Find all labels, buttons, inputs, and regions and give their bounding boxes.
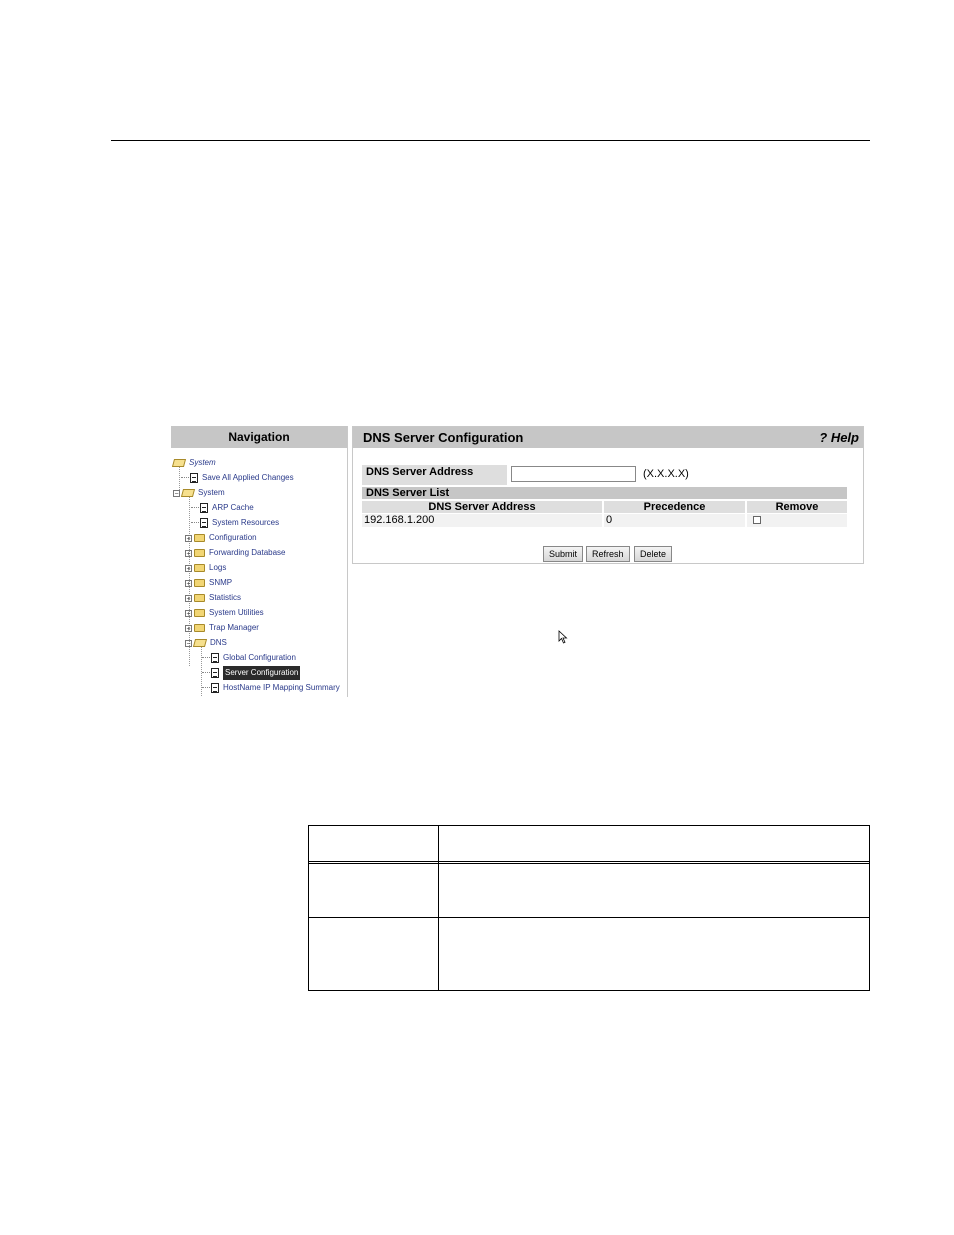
expand-icon[interactable]: + <box>186 565 191 573</box>
remove-checkbox[interactable] <box>753 516 761 524</box>
expand-icon[interactable]: + <box>186 610 191 618</box>
navigation-header: Navigation <box>171 426 347 448</box>
tree-item-trap-manager[interactable]: + Trap Manager <box>186 623 259 633</box>
header-rule <box>111 140 870 141</box>
folder-icon <box>194 609 205 617</box>
dns-server-list-title: DNS Server List <box>362 487 847 499</box>
remove-cell <box>747 514 847 527</box>
panel-header <box>353 427 863 448</box>
delete-button[interactable]: Delete <box>634 546 672 562</box>
tree-item-arp-cache[interactable]: ARP Cache <box>191 501 254 515</box>
table-header-row <box>362 501 847 513</box>
table-column-divider <box>438 826 439 990</box>
expand-icon[interactable]: + <box>186 580 191 588</box>
refresh-button[interactable]: Refresh <box>586 546 630 562</box>
collapse-icon[interactable]: − <box>186 640 191 648</box>
tree-item-snmp[interactable]: + SNMP <box>186 578 233 588</box>
folder-open-icon <box>172 459 186 467</box>
table-row-divider <box>309 917 869 918</box>
expand-icon[interactable]: + <box>186 550 191 558</box>
tree-item-system-utilities[interactable]: + System Utilities <box>186 608 264 618</box>
tree-item-dns[interactable]: − DNS <box>186 638 227 648</box>
page-icon <box>190 473 198 483</box>
collapse-icon[interactable]: − <box>174 490 179 498</box>
folder-icon <box>194 549 205 557</box>
submit-button[interactable]: Submit <box>543 546 583 562</box>
folder-icon <box>194 579 205 587</box>
table-row <box>362 514 847 527</box>
tree-item-save-all[interactable]: Save All Applied Changes <box>181 471 294 485</box>
page-icon <box>200 518 208 528</box>
precedence-cell: 0 <box>604 514 745 527</box>
folder-icon <box>194 594 205 602</box>
tree-item-statistics[interactable]: + Statistics <box>186 593 242 603</box>
tree-item-hostname-ip-mapping[interactable]: HostName IP Mapping Summary <box>202 681 340 695</box>
folder-open-icon <box>181 489 195 497</box>
folder-icon <box>194 534 205 542</box>
folder-icon <box>194 564 205 572</box>
server-address-cell: 192.168.1.200 <box>362 514 602 527</box>
folder-open-icon <box>193 639 207 647</box>
tree-item-logs[interactable]: + Logs <box>186 563 227 573</box>
page-title: DNS Server Configuration <box>363 430 524 445</box>
page-icon <box>211 653 219 663</box>
dns-server-config-panel <box>352 426 864 564</box>
column-header: DNS Server Address <box>362 501 602 513</box>
mouse-pointer-icon <box>558 630 568 644</box>
folder-icon <box>194 624 205 632</box>
address-format-hint: (X.X.X.X) <box>643 468 689 480</box>
dns-server-address-label: DNS Server Address <box>362 465 507 485</box>
help-link[interactable]: ? Help <box>819 430 859 445</box>
table-header-divider <box>309 861 869 864</box>
tree-item-server-configuration[interactable]: Server Configuration <box>202 666 300 680</box>
page-icon <box>200 503 208 513</box>
column-header: Remove <box>747 501 847 513</box>
expand-icon[interactable]: + <box>186 625 191 633</box>
document-table <box>308 825 870 991</box>
column-header: Precedence <box>604 501 745 513</box>
page-icon <box>211 668 219 678</box>
expand-icon[interactable]: + <box>186 535 191 543</box>
dns-server-address-input[interactable] <box>511 466 636 482</box>
expand-icon[interactable]: + <box>186 595 191 603</box>
tree-item-system-root[interactable]: System <box>173 456 216 470</box>
tree-item-system[interactable]: − System <box>174 488 225 498</box>
tree-item-forwarding-database[interactable]: + Forwarding Database <box>186 548 286 558</box>
page-icon <box>211 683 219 693</box>
tree-item-system-resources[interactable]: System Resources <box>191 516 279 530</box>
navigation-panel <box>171 426 348 697</box>
dns-server-list-table <box>360 500 849 528</box>
tree-item-global-configuration[interactable]: Global Configuration <box>202 651 296 665</box>
tree-item-configuration[interactable]: + Configuration <box>186 533 257 543</box>
